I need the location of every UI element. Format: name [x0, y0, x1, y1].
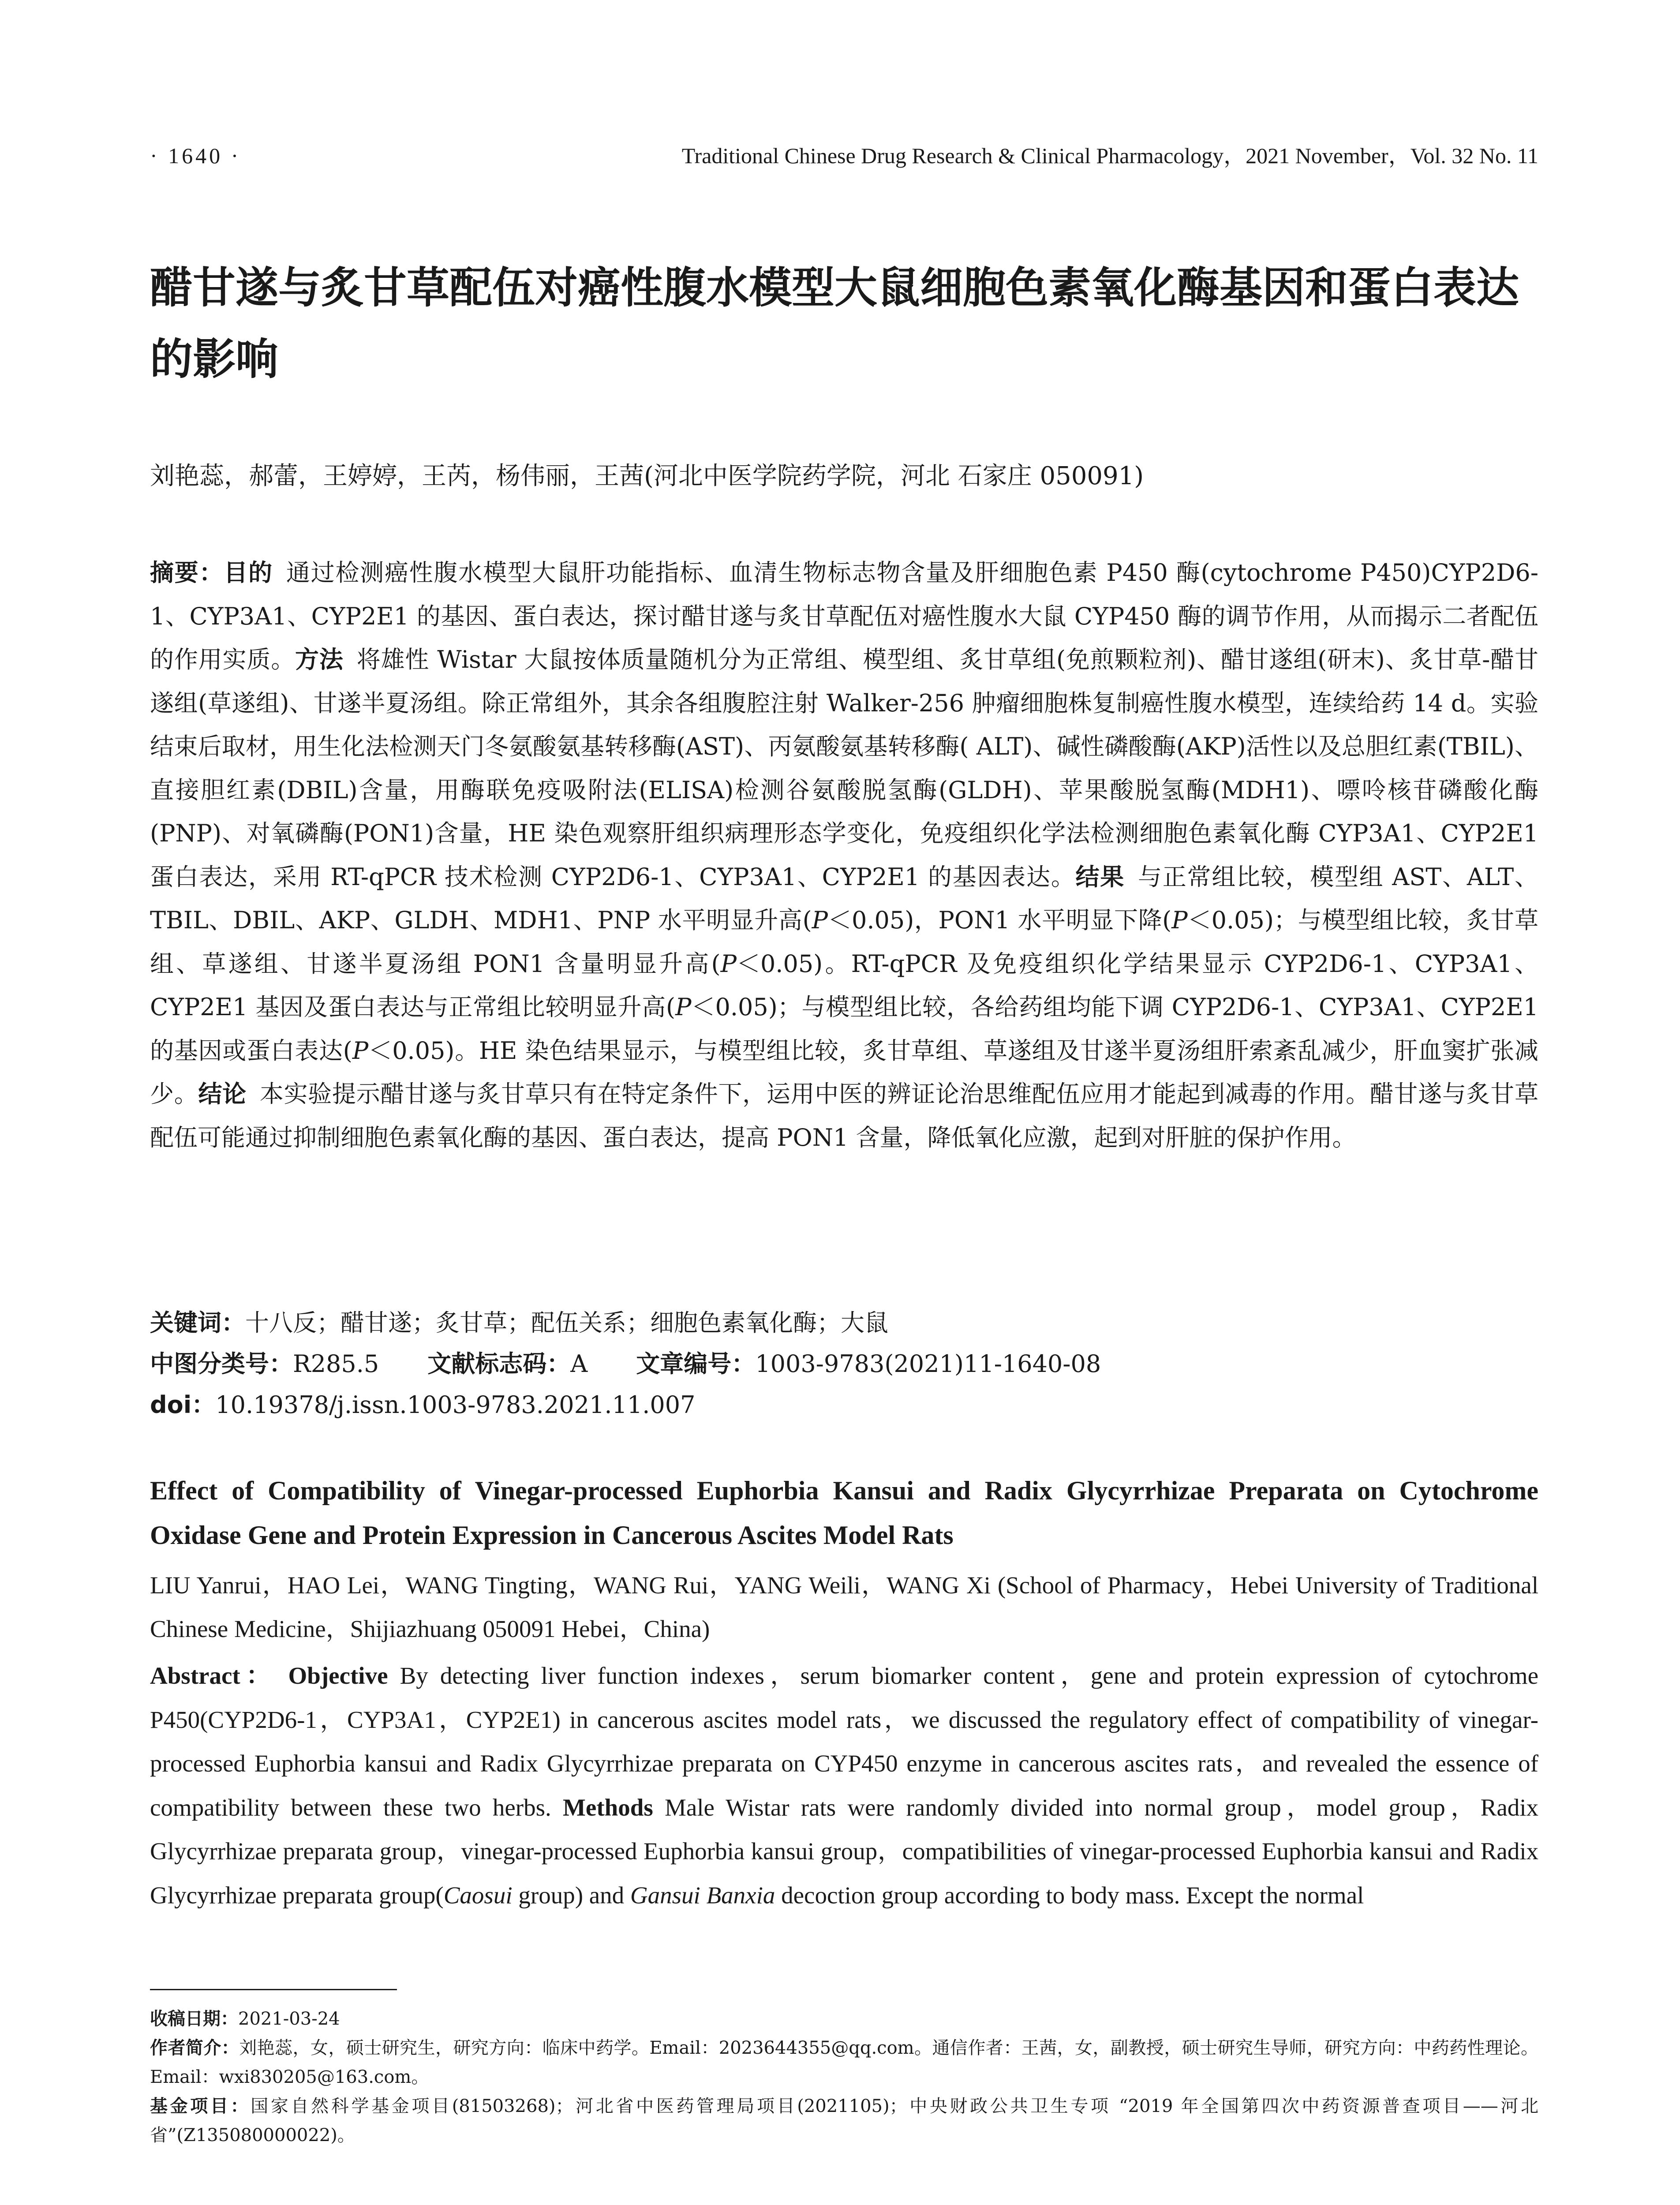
results-text-1: 与正常组比较，模型组 AST、ALT、TBIL、DBIL、AKP、GLDH、MDH1、PNP 水平明显升高(: [150, 863, 1539, 934]
abstract-chinese: [150, 551, 1538, 1159]
results-text-4: ＜0.05)。RT-qPCR 及免疫组织化学结果显示 CYP2D6-1、CYP3A1、CYP2E1 基因及蛋白表达与正常组比较明显升高(: [150, 949, 1538, 1021]
funding-note: [150, 2092, 1538, 2150]
conclusion-label: 结论: [198, 1080, 247, 1108]
results-text-5: ＜0.05)；与模型组比较，各给药组均能下调 CYP2D6-1、CYP3A1、CYP2E1 的基因或蛋白表达(: [150, 993, 1538, 1065]
objective-text: 通过检测癌性腹水模型大鼠肝功能指标、血清生物标志物含量及肝细胞色素 P450 酶(cytochrome P450)CYP2D6-1、CYP3A1、CYP2E1 的基因、蛋白表达，探讨醋甘遂与炙甘草配伍对癌性腹水大鼠 CYP450 酶的调节作用，从而揭示二者配伍的作用实质。: [150, 559, 1539, 673]
clc-label: 中图分类号：: [150, 1350, 293, 1378]
results-text-3: ＜0.05)；与模型组比较，炙甘草组、草遂组、甘遂半夏汤组 PON1 含量明显升高(: [150, 906, 1538, 978]
objective-label: 目的: [224, 559, 273, 587]
abstract-english: [150, 1654, 1538, 1917]
caosui-term: Caosui: [443, 1881, 513, 1909]
footnote-divider: [150, 1989, 397, 1990]
conclusion-text: 本实验提示醋甘遂与炙甘草只有在特定条件下，运用中医的辨证论治思维配伍应用才能起到减毒的作用。醋甘遂与炙甘草配伍可能通过抑制细胞色素氧化酶的基因、蛋白表达，提高 PON1 含量，降低氧化应激，起到对肝脏的保护作用。: [150, 1080, 1539, 1151]
footnotes: [150, 2004, 1538, 2150]
objective-en-label: Objective: [288, 1662, 388, 1689]
author-bio-text: 刘艳蕊，女，硕士研究生，研究方向：临床中药学。Email：2023644355@qq.com。通信作者：王茜，女，副教授，硕士研究生导师，研究方向：中药药性理论。Email：wxi830205@163.com。: [150, 2038, 1538, 2087]
running-header: [150, 140, 1538, 171]
doi-value: 10.19378/j.issn.1003-9783.2021.11.007: [215, 1391, 696, 1419]
keywords-label: 关键词：: [150, 1309, 245, 1337]
title-english: Effect of Compatibility of Vinegar-processed Euphorbia Kansui and Radix Glycyrrhizae Preparata on Cytochrome Oxidase Gene and Protein Expression in Cancerous Ascites Model Rats: [150, 1476, 1538, 1550]
doc-code-label: 文献标志码：: [427, 1350, 571, 1378]
methods-en-text-3: decoction group according to body mass. Except the normal: [781, 1881, 1364, 1909]
p-value-symbol: P: [675, 993, 692, 1021]
doi-line: [150, 1385, 1538, 1425]
abstract-en-label: Abstract：: [150, 1662, 277, 1689]
gansui-banxia-term: Gansui Banxia: [630, 1881, 775, 1909]
author-bio-label: 作者简介：: [150, 2038, 239, 2058]
funding-text: 国家自然科学基金项目(81503268)；河北省中医药管理局项目(2021105)；中央财政公共卫生专项 “2019 年全国第四次中药资源普查项目——河北省”(Z135080000022)。: [150, 2096, 1538, 2145]
authors-english: LIU Yanrui，HAO Lei，WANG Tingting，WANG Rui，YANG Weili，WANG Xi (School of Pharmacy，Hebei University of Traditional Chinese Medicine，Shijiazhuang 050091 Hebei，China): [150, 1572, 1538, 1642]
article-number-value: 1003-9783(2021)11-1640-08: [755, 1350, 1101, 1378]
methods-text: 将雄性 Wistar 大鼠按体质量随机分为正常组、模型组、炙甘草组(免煎颗粒剂)、醋甘遂组(研末)、炙甘草-醋甘遂组(草遂组)、甘遂半夏汤组。除正常组外，其余各组腹腔注射 Walker-256 肿瘤细胞株复制癌性腹水模型，连续给药 14 d。实验结束后取材，用生化法检测天门冬氨酸氨基转移酶(AST)、丙氨酸氨基转移酶( ALT)、碱性磷酸酶(AKP)活性以及总胆红素(TBIL)、直接胆红素(DBIL)含量，用酶联免疫吸附法(ELISA)检测谷氨酸脱氢酶(GLDH)、苹果酸脱氢酶(MDH1)、嘌呤核苷磷酸化酶(PNP)、对氧磷酶(PON1)含量，HE 染色观察肝组织病理形态学变化，免疫组织化学法检测细胞色素氧化酶 CYP3A1、CYP2E1 蛋白表达，采用 RT-qPCR 技术检测 CYP2D6-1、CYP3A1、CYP2E1 的基因表达。: [150, 646, 1539, 891]
objective-en-text: By detecting liver function indexes，serum biomarker content，gene and protein expression of cytochrome P450(CYP2D6-1，CYP3A1，CYP2E1) in cancerous ascites model rats，we discussed the regulatory effect of compatibility of vinegar-processed Euphorbia kansui and Radix Glycyrrhizae preparata on CYP450 enzyme in cancerous ascites rats，and revealed the essence of compatibility between these two herbs.: [150, 1662, 1539, 1821]
title-chinese: 醋甘遂与炙甘草配伍对癌性腹水模型大鼠细胞色素氧化酶基因和蛋白表达的影响: [150, 263, 1519, 384]
results-text-6: ＜0.05)。HE 染色结果显示，与模型组比较，炙甘草组、草遂组及甘遂半夏汤组肝索紊乱减少，肝血窦扩张减少。: [150, 1036, 1538, 1108]
keywords-value: 十八反；醋甘遂；炙甘草；配伍关系；细胞色素氧化酶；大鼠: [245, 1309, 888, 1337]
authors-chinese: 刘艳蕊，郝蕾，王婷婷，王芮，杨伟丽，王茜(河北中医学院药学院，河北 石家庄 050091): [150, 462, 1144, 490]
page-number: · 1640 ·: [150, 143, 241, 168]
author-bio-note: [150, 2033, 1538, 2092]
classification-line: [150, 1344, 1538, 1384]
doc-code-value: A: [570, 1350, 588, 1378]
abstract-label: 摘要：: [150, 559, 224, 587]
methods-en-label: Methods: [563, 1794, 653, 1821]
p-value-symbol: P: [812, 906, 828, 934]
p-value-symbol: P: [352, 1036, 369, 1065]
results-text-2: ＜0.05)，PON1 水平明显下降(: [828, 906, 1172, 934]
doi-label: doi：: [150, 1391, 216, 1419]
methods-en-text-1: Male Wistar rats were randomly divided into normal group，model group，Radix Glycyrrhizae preparata group，vinegar-processed Euphorbia kansui group，compatibilities of vinegar-processed Euphorbia kansui and Radix Glycyrrhizae preparata group(: [150, 1794, 1539, 1909]
p-value-symbol: P: [720, 949, 737, 978]
p-value-symbol: P: [1171, 906, 1188, 934]
article-number-label: 文章编号：: [636, 1350, 756, 1378]
received-value: 2021-03-24: [238, 2009, 340, 2029]
received-label: 收稿日期：: [150, 2009, 238, 2029]
paper-page: [150, 0, 1538, 2205]
received-date-note: [150, 2004, 1538, 2033]
funding-label: 基金项目：: [150, 2096, 251, 2116]
keywords-chinese: [150, 1303, 1538, 1343]
methods-label: 方法: [295, 646, 344, 673]
results-label: 结果: [1075, 863, 1125, 891]
journal-reference: Traditional Chinese Drug Research & Clinical Pharmacology，2021 November，Vol. 32 No. 11: [681, 143, 1538, 168]
methods-en-text-2: group) and: [518, 1881, 625, 1909]
clc-value: R285.5: [293, 1350, 379, 1378]
